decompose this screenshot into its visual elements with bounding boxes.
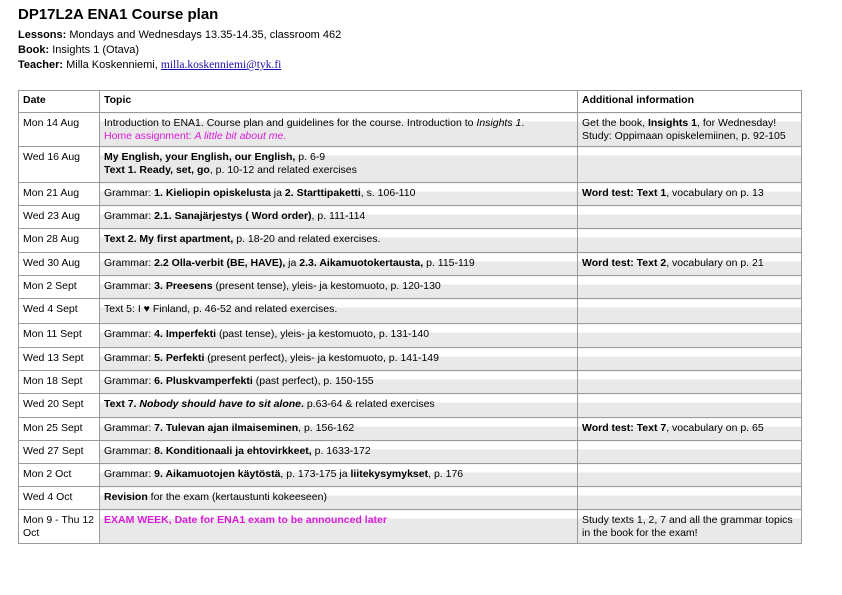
topic-text-run: 7. Tulevan ajan ilmaiseminen: [154, 422, 299, 434]
topic-text-run: p. 115-119: [423, 257, 475, 269]
topic-text-run: 9. Aikamuotojen käytöstä: [154, 468, 281, 480]
topic-cell: [100, 348, 578, 371]
topic-text-run: 2.2 Olla-verbit (BE, HAVE),: [154, 257, 286, 269]
course-plan-table: [18, 90, 802, 544]
table-row: [19, 487, 802, 510]
date-cell: Wed 23 Aug: [19, 206, 100, 229]
topic-cell: [100, 510, 578, 544]
info-cell: [578, 276, 802, 299]
info-cell: [578, 253, 802, 276]
topic-text-run: liitekysymykset: [350, 468, 429, 480]
topic-text-run: EXAM WEEK, Date for ENA1 exam to be announced later: [104, 514, 387, 526]
info-cell: [578, 371, 802, 394]
info-text-run: , for Wednesday!: [696, 117, 777, 129]
topic-cell: [100, 276, 578, 299]
topic-text-run: Grammar:: [104, 328, 155, 340]
topic-text-run: Grammar:: [104, 375, 155, 387]
topic-text-run: Text 2. My first apartment,: [104, 233, 234, 245]
topic-text-run: ja: [270, 187, 285, 199]
topic-text-run: Grammar:: [104, 352, 155, 364]
topic-text-run: p. 6-9: [295, 151, 326, 163]
date-cell: Mon 14 Aug: [19, 113, 100, 147]
date-cell: Mon 18 Sept: [19, 371, 100, 394]
topic-text-run: Grammar:: [104, 210, 155, 222]
table-body: [19, 113, 802, 544]
date-cell: Wed 4 Sept: [19, 299, 100, 324]
topic-cell: [100, 299, 578, 324]
table-header-row: [19, 91, 802, 113]
topic-text-run: (past tense), yleis- ja kestomuoto, p. 131-140: [216, 328, 430, 340]
info-text-run: Word test: Text 2: [582, 257, 667, 269]
table-row: [19, 324, 802, 348]
column-header-info: Additional information: [578, 91, 802, 113]
topic-text-run: .: [301, 398, 304, 410]
topic-cell: [100, 113, 578, 147]
topic-text-run: , s. 106-110: [360, 187, 416, 199]
info-cell: [578, 394, 802, 418]
topic-text-run: 8. Konditionaali ja ehtovirkkeet,: [154, 445, 312, 457]
info-cell: [578, 147, 802, 183]
info-cell: [578, 183, 802, 206]
topic-text-run: Grammar:: [104, 257, 155, 269]
topic-text-run: Text 7.: [104, 398, 140, 410]
topic-cell: [100, 183, 578, 206]
info-text-run: Get the book,: [582, 117, 648, 129]
topic-cell: [100, 441, 578, 464]
info-cell: [578, 418, 802, 441]
topic-text-run: , p. 111-114: [311, 210, 366, 222]
info-cell: [578, 206, 802, 229]
topic-text-run: Grammar:: [104, 445, 155, 457]
info-text-run: Word test: Text 1: [582, 187, 667, 199]
topic-text-run: Text 5: I ♥ Finland, p. 46-52 and related exercises.: [104, 303, 338, 315]
date-cell: Wed 30 Aug: [19, 253, 100, 276]
topic-text-run: Introduction to ENA1. Course plan and guidelines for the course. Introduction to: [104, 117, 477, 129]
table-row: [19, 113, 802, 147]
topic-text-run: (present perfect), yleis- ja kestomuoto, p. 141-149: [204, 352, 439, 364]
topic-text-run: Nobody should have to sit alone: [139, 398, 302, 410]
topic-text-run: p. 18-20 and related exercises.: [233, 233, 381, 245]
topic-cell: [100, 394, 578, 418]
date-cell: Wed 20 Sept: [19, 394, 100, 418]
date-cell: Mon 21 Aug: [19, 183, 100, 206]
date-cell: Mon 2 Sept: [19, 276, 100, 299]
topic-text-run: Home assignment:: [104, 130, 195, 142]
column-header-date: Date: [19, 91, 100, 113]
topic-text-run: (present tense), yleis- ja kestomuoto, p. 120-130: [212, 280, 441, 292]
date-cell: Wed 16 Aug: [19, 147, 100, 183]
book-line: [18, 43, 139, 57]
topic-text-run: p. 1633-172: [311, 445, 371, 457]
topic-text-run: 1. Kieliopin opiskelusta: [154, 187, 271, 199]
info-cell: [578, 229, 802, 253]
topic-text-run: Grammar:: [104, 422, 155, 434]
info-cell: [578, 299, 802, 324]
topic-text-run: .: [521, 117, 525, 129]
table-row: [19, 464, 802, 487]
topic-text-run: ja: [285, 257, 300, 269]
info-text-run: , vocabulary on p. 65: [666, 422, 764, 434]
table-row: [19, 418, 802, 441]
info-cell: [578, 487, 802, 510]
info-text-run: Study texts 1, 2, 7 and all the grammar topics in the book for the exam!: [582, 514, 793, 539]
topic-cell: [100, 324, 578, 348]
topic-cell: [100, 229, 578, 253]
table-row: [19, 510, 802, 544]
topic-text-run: , p. 176: [428, 468, 464, 480]
topic-text-run: Text 1. Ready, set, go: [104, 164, 210, 176]
topic-text-run: p.63-64 & related exercises: [303, 398, 435, 410]
topic-text-run: Grammar:: [104, 280, 155, 292]
date-cell: Wed 13 Sept: [19, 348, 100, 371]
topic-text-run: 5. Perfekti: [154, 352, 205, 364]
table-row: [19, 441, 802, 464]
teacher-line: [18, 58, 281, 72]
topic-text-run: , p. 173-175 ja: [280, 468, 351, 480]
topic-text-run: 6. Pluskvamperfekti: [154, 375, 253, 387]
info-cell: [578, 324, 802, 348]
info-cell: [578, 441, 802, 464]
teacher-label: Teacher:: [18, 59, 64, 71]
topic-text-run: Insights 1: [476, 117, 522, 129]
table-row: [19, 183, 802, 206]
topic-text-run: 2. Starttipaketti: [284, 187, 361, 199]
topic-text-run: Revision: [104, 491, 148, 503]
table-row: [19, 371, 802, 394]
lessons-line: [18, 28, 341, 42]
topic-text-run: 4. Imperfekti: [154, 328, 217, 340]
topic-text-run: , p. 156-162: [298, 422, 355, 434]
date-cell: Mon 25 Sept: [19, 418, 100, 441]
info-text-run: , vocabulary on p. 13: [666, 187, 764, 199]
date-cell: Wed 27 Sept: [19, 441, 100, 464]
topic-cell: [100, 464, 578, 487]
column-header-topic: Topic: [100, 91, 578, 113]
info-cell: [578, 510, 802, 544]
topic-text-run: Grammar:: [104, 187, 155, 199]
date-cell: Mon 2 Oct: [19, 464, 100, 487]
table-row: [19, 229, 802, 253]
date-cell: Mon 11 Sept: [19, 324, 100, 348]
date-cell: Mon 9 - Thu 12 Oct: [19, 510, 100, 544]
topic-text-run: for the exam (kertaustunti kokeeseen): [147, 491, 327, 503]
table-row: [19, 299, 802, 324]
info-text-run: Study: Oppimaan opiskelemiinen, p. 92-105: [582, 130, 786, 142]
info-cell: [578, 464, 802, 487]
topic-text-run: Grammar:: [104, 468, 155, 480]
lessons-label: Lessons:: [18, 29, 67, 41]
table-row: [19, 206, 802, 229]
date-cell: Mon 28 Aug: [19, 229, 100, 253]
info-text-run: , vocabulary on p. 21: [666, 257, 764, 269]
table-row: [19, 253, 802, 276]
topic-cell: [100, 147, 578, 183]
info-cell: [578, 113, 802, 147]
teacher-email-link[interactable]: milla.koskenniemi@tyk.fi: [160, 59, 282, 71]
table-row: [19, 276, 802, 299]
topic-text-run: (past perfect), p. 150-155: [252, 375, 374, 387]
topic-text-run: 2.3. Aikamuotokertausta,: [299, 257, 424, 269]
table-row: [19, 147, 802, 183]
topic-text-run: 2.1. Sanajärjestys ( Word order): [154, 210, 312, 222]
book-label: Book:: [18, 44, 50, 56]
info-text-run: Word test: Text 7: [582, 422, 667, 434]
topic-cell: [100, 206, 578, 229]
topic-cell: [100, 371, 578, 394]
info-cell: [578, 348, 802, 371]
teacher-value: Milla Koskenniemi,: [63, 59, 161, 71]
table-row: [19, 348, 802, 371]
table-row: [19, 394, 802, 418]
topic-cell: [100, 418, 578, 441]
topic-text-run: A little bit about me.: [194, 130, 287, 142]
topic-text-run: 3. Preesens: [154, 280, 213, 292]
topic-cell: [100, 487, 578, 510]
date-cell: Wed 4 Oct: [19, 487, 100, 510]
topic-cell: [100, 253, 578, 276]
info-text-run: Insights 1: [647, 117, 697, 129]
lessons-value: Mondays and Wednesdays 13.35-14.35, classroom 462: [66, 29, 342, 41]
topic-text-run: , p. 10-12 and related exercises: [209, 164, 357, 176]
document-title: DP17L2A ENA1 Course plan: [18, 6, 219, 23]
topic-text-run: My English, your English, our English,: [104, 151, 296, 163]
book-value: Insights 1 (Otava): [49, 44, 140, 56]
